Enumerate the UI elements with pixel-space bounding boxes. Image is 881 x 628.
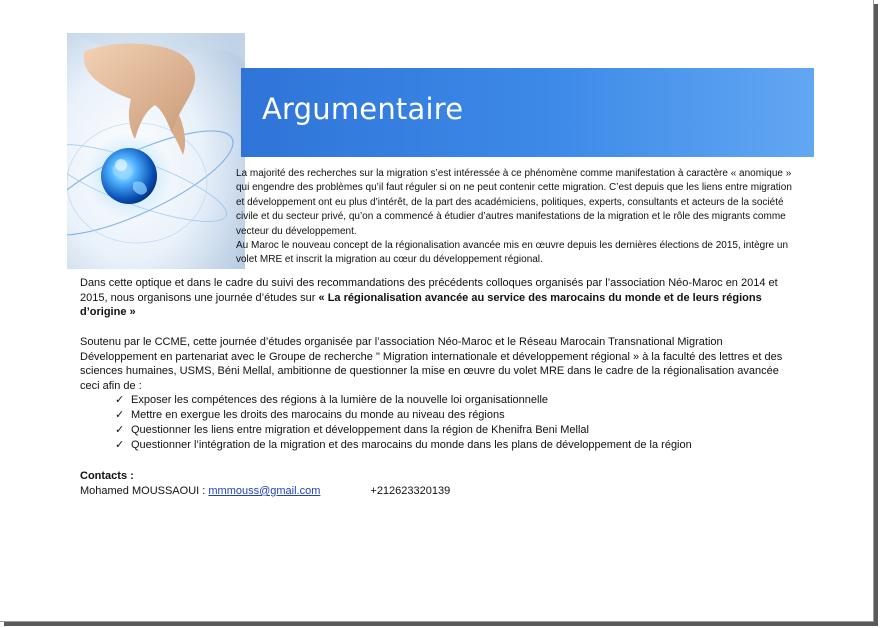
check-icon: ✓ (115, 424, 125, 436)
objective-text: Questionner les liens entre migration et développement dans la région de Khenifra Beni Mellal (131, 424, 589, 436)
check-icon: ✓ (115, 394, 125, 406)
page-shadow-bottom (4, 622, 878, 626)
support-paragraph (80, 335, 800, 393)
contacts-title: Contacts : (80, 470, 134, 482)
intro-paragraph-1: La majorité des recherches sur la migration s’est intéressée à ce phénomène comme manifestation à caractère « anomique » qui engendre des problèmes qu’il faut réguler si on ne peut contenir cette migration. C’est depuis que les liens entre migration et développement ont eu plus d’intérêt, de la part des académiciens, politiques, experts, consultants et acteurs de la société civile et du secteur privé, qu’on a commencé à étudier d’autres manifestations de la migration et le rôle des migrants comme vecteur du développement. (236, 168, 792, 237)
objective-text: Exposer les compétences des régions à la lumière de la nouvelle loi organisationnelle (131, 394, 549, 406)
hand-globe-illustration (67, 33, 245, 269)
list-item (115, 438, 692, 453)
check-icon: ✓ (115, 439, 125, 451)
contacts-block (80, 469, 450, 499)
objectives-list (115, 393, 692, 453)
context-paragraph (80, 276, 800, 320)
event-title: « La régionalisation avancée au service des marocains du monde et de leurs régions d’origine » (80, 291, 762, 319)
list-item (115, 408, 692, 423)
objective-text: Questionner l’intégration de la migration et des marocains du monde dans les plans de développement de la région (131, 439, 692, 451)
intro-paragraph-2: Au Maroc le nouveau concept de la régionalisation avancée mis en œuvre depuis les dernières élections de 2015, intègre un volet MRE et inscrit la migration au cœur du développement régional. (236, 240, 789, 266)
list-item (115, 423, 692, 438)
objective-text: Mettre en exergue les droits des marocains du monde au niveau des régions (131, 409, 505, 421)
contact-name: Mohamed MOUSSAOUI : (80, 485, 209, 497)
page-shadow-right (874, 4, 878, 624)
page-title: Argumentaire (262, 92, 464, 126)
check-icon: ✓ (115, 409, 125, 421)
list-item (115, 393, 692, 408)
contact-row (80, 484, 450, 499)
contact-phone: +212623320139 (370, 485, 451, 497)
contact-email-link[interactable]: mmmouss@gmail.com (208, 485, 321, 497)
intro-text (236, 167, 796, 268)
title-banner (241, 68, 814, 157)
context-text: Dans cette optique et dans le cadre du suivi des recommandations des précédents colloques organisés par l’association Néo-Maroc en 2014 et 2015, nous organisons une journée d’études sur (80, 277, 778, 304)
support-text: Soutenu par le CCME, cette journée d’études organisée par l’association Néo-Maroc et le Réseau Marocain Transnational Migration Développement en partenariat avec le Groupe de recherche " Migration internationale et développement régional » à la faculté des lettres et des sciences humaines, USMS, Béni Mellal, ambitionne de questionner la mise en œuvre du volet MRE dans le cadre de la régionalisation avancée ceci afin de : (80, 336, 783, 392)
